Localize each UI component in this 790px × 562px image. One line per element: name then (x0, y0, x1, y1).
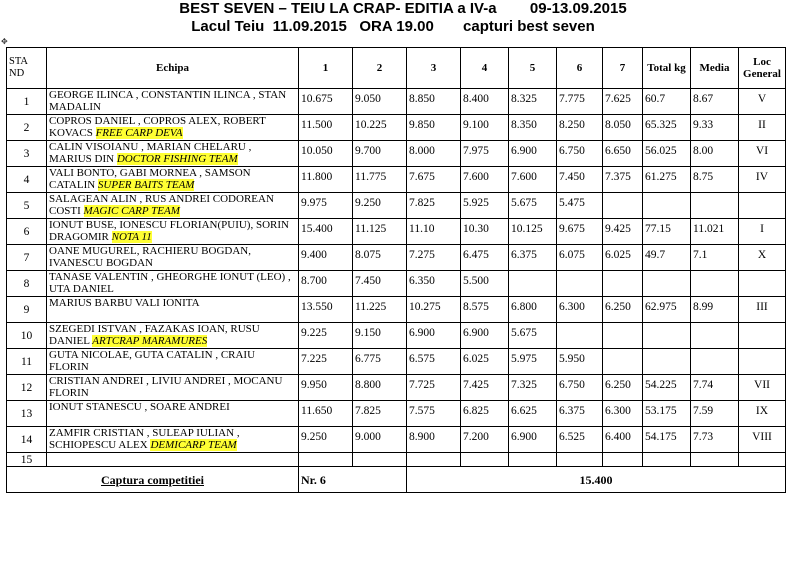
table-row (7, 323, 786, 349)
total-cell: 56.025 (643, 141, 691, 167)
team-members: TANASE VALENTIN , GHEORGHE IONUT (LEO) , UTA DANIEL (49, 271, 291, 295)
team-cell (47, 245, 299, 271)
loc-cell (739, 349, 786, 375)
total-cell: 65.325 (643, 115, 691, 141)
round-7-cell (603, 453, 643, 467)
round-5-cell: 6.625 (509, 401, 557, 427)
round-4-cell (461, 453, 509, 467)
round-2-cell: 8.800 (353, 375, 407, 401)
round-6-cell (557, 323, 603, 349)
loc-cell: II (739, 115, 786, 141)
loc-cell: IV (739, 167, 786, 193)
team-members: OANE MUGUREL, RACHIERU BOGDAN, IVANESCU BOGDAN (49, 245, 251, 269)
team-members: GEORGE ILINCA , CONSTANTIN ILINCA , STAN MADALIN (49, 89, 287, 113)
round-1-cell: 9.250 (299, 427, 353, 453)
round-5-cell: 6.900 (509, 141, 557, 167)
round-3-cell: 6.350 (407, 271, 461, 297)
round-4-cell: 10.30 (461, 219, 509, 245)
round-7-cell: 6.025 (603, 245, 643, 271)
team-members: MARIUS BARBU VALI IONITA (49, 297, 200, 309)
loc-cell (739, 271, 786, 297)
round-3-cell: 7.575 (407, 401, 461, 427)
round-2-cell: 9.700 (353, 141, 407, 167)
round-5-cell (509, 271, 557, 297)
media-cell: 11.021 (691, 219, 739, 245)
team-cell (47, 375, 299, 401)
round-5-cell: 5.675 (509, 193, 557, 219)
col-r4: 4 (461, 48, 509, 89)
media-cell: 9.33 (691, 115, 739, 141)
team-cell (47, 167, 299, 193)
media-cell: 7.73 (691, 427, 739, 453)
footer-value: 15.400 (407, 467, 786, 493)
round-1-cell: 9.950 (299, 375, 353, 401)
total-cell: 53.175 (643, 401, 691, 427)
round-5-cell: 10.125 (509, 219, 557, 245)
title-main: BEST SEVEN – TEIU LA CRAP- EDITIA a IV-a (179, 0, 497, 17)
club-name: NOTA 11 (111, 231, 152, 243)
round-7-cell: 6.650 (603, 141, 643, 167)
stand-cell: 1 (7, 89, 47, 115)
round-2-cell: 9.000 (353, 427, 407, 453)
round-1-cell: 10.675 (299, 89, 353, 115)
stand-cell: 10 (7, 323, 47, 349)
round-7-cell: 6.250 (603, 297, 643, 323)
team-cell (47, 323, 299, 349)
loc-cell (739, 193, 786, 219)
table-move-handle-icon[interactable]: ✥ (1, 37, 8, 46)
round-2-cell: 9.250 (353, 193, 407, 219)
round-3-cell: 8.850 (407, 89, 461, 115)
round-5-cell: 6.800 (509, 297, 557, 323)
club-name: SUPER BAITS TEAM (97, 179, 195, 191)
total-cell: 77.15 (643, 219, 691, 245)
round-7-cell: 7.625 (603, 89, 643, 115)
table-row (7, 271, 786, 297)
round-6-cell: 6.750 (557, 375, 603, 401)
round-3-cell: 9.850 (407, 115, 461, 141)
stand-cell: 3 (7, 141, 47, 167)
table-row (7, 219, 786, 245)
round-6-cell: 6.300 (557, 297, 603, 323)
round-6-cell: 9.675 (557, 219, 603, 245)
round-3-cell: 11.10 (407, 219, 461, 245)
round-4-cell: 7.425 (461, 375, 509, 401)
media-cell: 8.75 (691, 167, 739, 193)
media-cell: 7.74 (691, 375, 739, 401)
round-4-cell: 7.975 (461, 141, 509, 167)
club-name: MAGIC CARP TEAM (83, 205, 180, 217)
round-3-cell: 7.825 (407, 193, 461, 219)
table-row (7, 167, 786, 193)
round-7-cell: 7.375 (603, 167, 643, 193)
round-4-cell: 6.900 (461, 323, 509, 349)
round-4-cell: 6.475 (461, 245, 509, 271)
loc-cell: VIII (739, 427, 786, 453)
round-3-cell: 6.900 (407, 323, 461, 349)
round-2-cell: 7.450 (353, 271, 407, 297)
round-5-cell: 7.600 (509, 167, 557, 193)
stand-cell: 15 (7, 453, 47, 467)
stand-cell: 8 (7, 271, 47, 297)
team-cell (47, 193, 299, 219)
table-row (7, 297, 786, 323)
team-members: IONUT STANESCU , SOARE ANDREI (49, 401, 230, 413)
total-cell: 60.7 (643, 89, 691, 115)
stand-cell: 11 (7, 349, 47, 375)
stand-cell: 4 (7, 167, 47, 193)
round-2-cell: 11.775 (353, 167, 407, 193)
round-7-cell (603, 193, 643, 219)
team-cell (47, 297, 299, 323)
stand-cell: 2 (7, 115, 47, 141)
round-6-cell: 7.775 (557, 89, 603, 115)
stand-cell: 6 (7, 219, 47, 245)
team-cell (47, 219, 299, 245)
media-cell (691, 323, 739, 349)
table-row (7, 349, 786, 375)
round-4-cell: 6.025 (461, 349, 509, 375)
team-cell (47, 453, 299, 467)
club-name: FREE CARP DEVA (95, 127, 183, 139)
round-7-cell: 6.400 (603, 427, 643, 453)
total-cell: 54.225 (643, 375, 691, 401)
round-2-cell (353, 453, 407, 467)
round-1-cell: 8.700 (299, 271, 353, 297)
loc-cell (739, 453, 786, 467)
footer-label: Captura competitiei (101, 472, 204, 487)
round-6-cell: 8.250 (557, 115, 603, 141)
total-cell (643, 323, 691, 349)
round-5-cell: 6.900 (509, 427, 557, 453)
media-cell (691, 271, 739, 297)
page-title (8, 0, 790, 17)
round-1-cell: 11.500 (299, 115, 353, 141)
round-3-cell: 7.675 (407, 167, 461, 193)
round-2-cell: 6.775 (353, 349, 407, 375)
round-1-cell: 9.975 (299, 193, 353, 219)
results-table (6, 47, 786, 493)
round-5-cell: 7.325 (509, 375, 557, 401)
col-total: Total kg (643, 48, 691, 89)
round-3-cell: 10.275 (407, 297, 461, 323)
round-7-cell: 6.250 (603, 375, 643, 401)
round-7-cell (603, 271, 643, 297)
round-6-cell: 5.475 (557, 193, 603, 219)
table-row (7, 401, 786, 427)
round-7-cell: 9.425 (603, 219, 643, 245)
club-name: DEMICARP TEAM (150, 439, 237, 451)
stand-cell: 13 (7, 401, 47, 427)
round-6-cell: 6.750 (557, 141, 603, 167)
loc-cell (739, 323, 786, 349)
round-6-cell (557, 453, 603, 467)
round-7-cell: 8.050 (603, 115, 643, 141)
round-1-cell: 15.400 (299, 219, 353, 245)
round-7-cell: 6.300 (603, 401, 643, 427)
round-4-cell: 5.925 (461, 193, 509, 219)
round-2-cell: 7.825 (353, 401, 407, 427)
team-members: CALIN VISOIANU , MARIAN CHELARU , MARIUS DIN (49, 141, 252, 165)
table-row (7, 245, 786, 271)
subtitle-right: capturi best seven (463, 18, 595, 35)
team-members: VALI BONTO, GABI MORNEA , SAMSON CATALIN (49, 167, 251, 191)
footer-nr: Nr. 6 (299, 467, 407, 493)
round-2-cell: 11.225 (353, 297, 407, 323)
round-2-cell: 11.125 (353, 219, 407, 245)
col-r7: 7 (603, 48, 643, 89)
media-cell: 8.67 (691, 89, 739, 115)
total-cell: 54.175 (643, 427, 691, 453)
loc-cell: I (739, 219, 786, 245)
loc-cell: V (739, 89, 786, 115)
col-r3: 3 (407, 48, 461, 89)
total-cell (643, 453, 691, 467)
round-6-cell: 6.075 (557, 245, 603, 271)
table-row (7, 141, 786, 167)
table-header-row (7, 48, 786, 89)
round-4-cell: 8.400 (461, 89, 509, 115)
round-3-cell: 7.275 (407, 245, 461, 271)
table-row (7, 427, 786, 453)
loc-cell: VI (739, 141, 786, 167)
col-loc: Loc General (739, 48, 786, 89)
team-members: IONUT BUSE, IONESCU FLORIAN(PUIU), SORIN DRAGOMIR (49, 219, 289, 243)
total-cell: 62.975 (643, 297, 691, 323)
team-members: CRISTIAN ANDREI , LIVIU ANDREI , MOCANU FLORIN (49, 375, 283, 399)
team-cell (47, 115, 299, 141)
table-row (7, 193, 786, 219)
round-3-cell (407, 453, 461, 467)
total-cell: 61.275 (643, 167, 691, 193)
round-2-cell: 9.150 (353, 323, 407, 349)
loc-cell: X (739, 245, 786, 271)
round-7-cell (603, 323, 643, 349)
club-name: ARTCRAP MARAMURES (92, 335, 208, 347)
col-media: Media (691, 48, 739, 89)
media-cell (691, 349, 739, 375)
team-cell (47, 141, 299, 167)
team-cell (47, 427, 299, 453)
round-6-cell: 6.525 (557, 427, 603, 453)
team-members: ZAMFIR CRISTIAN , SULEAP IULIAN , SCHIOPESCU ALEX (49, 427, 240, 451)
team-cell (47, 271, 299, 297)
subtitle-lake: Lacul Teiu 11.09.2015 ORA 19.00 (191, 18, 434, 35)
round-3-cell: 7.725 (407, 375, 461, 401)
club-name: DOCTOR FISHING TEAM (116, 153, 238, 165)
round-4-cell: 9.100 (461, 115, 509, 141)
loc-cell: IX (739, 401, 786, 427)
round-5-cell: 8.350 (509, 115, 557, 141)
round-1-cell: 9.225 (299, 323, 353, 349)
stand-cell: 9 (7, 297, 47, 323)
round-5-cell: 8.325 (509, 89, 557, 115)
media-cell: 8.00 (691, 141, 739, 167)
team-members: COPROS DANIEL , COPROS ALEX, ROBERT KOVACS (49, 115, 266, 139)
total-cell (643, 271, 691, 297)
title-dates: 09-13.09.2015 (529, 0, 627, 17)
round-3-cell: 8.900 (407, 427, 461, 453)
round-2-cell: 10.225 (353, 115, 407, 141)
loc-cell: III (739, 297, 786, 323)
col-r2: 2 (353, 48, 407, 89)
col-team: Echipa (47, 48, 299, 89)
loc-cell: VII (739, 375, 786, 401)
media-cell: 7.1 (691, 245, 739, 271)
team-cell (47, 349, 299, 375)
team-cell (47, 401, 299, 427)
stand-cell: 12 (7, 375, 47, 401)
total-cell (643, 193, 691, 219)
round-6-cell: 7.450 (557, 167, 603, 193)
col-r6: 6 (557, 48, 603, 89)
media-cell: 7.59 (691, 401, 739, 427)
round-7-cell (603, 349, 643, 375)
round-2-cell: 8.075 (353, 245, 407, 271)
footer-row (7, 467, 786, 493)
round-4-cell: 6.825 (461, 401, 509, 427)
stand-cell: 5 (7, 193, 47, 219)
team-members: SZEGEDI ISTVAN , FAZAKAS IOAN, RUSU DANIEL (49, 323, 260, 347)
col-stand: STA ND (7, 48, 47, 89)
media-cell (691, 453, 739, 467)
round-5-cell (509, 453, 557, 467)
round-2-cell: 9.050 (353, 89, 407, 115)
team-cell (47, 89, 299, 115)
media-cell (691, 193, 739, 219)
table-row (7, 375, 786, 401)
team-members: GUTA NICOLAE, GUTA CATALIN , CRAIU FLORIN (49, 349, 256, 373)
round-3-cell: 6.575 (407, 349, 461, 375)
stand-cell: 14 (7, 427, 47, 453)
total-cell: 49.7 (643, 245, 691, 271)
round-4-cell: 8.575 (461, 297, 509, 323)
table-row (7, 115, 786, 141)
stand-cell: 7 (7, 245, 47, 271)
col-r5: 5 (509, 48, 557, 89)
round-1-cell (299, 453, 353, 467)
page-subtitle (0, 18, 788, 35)
total-cell (643, 349, 691, 375)
round-6-cell: 5.950 (557, 349, 603, 375)
round-1-cell: 9.400 (299, 245, 353, 271)
round-6-cell (557, 271, 603, 297)
media-cell: 8.99 (691, 297, 739, 323)
round-5-cell: 6.375 (509, 245, 557, 271)
round-1-cell: 10.050 (299, 141, 353, 167)
team-members: SALAGEAN ALIN , RUS ANDREI CODOREAN COSTI (49, 193, 274, 217)
round-4-cell: 7.200 (461, 427, 509, 453)
round-1-cell: 11.800 (299, 167, 353, 193)
round-4-cell: 7.600 (461, 167, 509, 193)
round-1-cell: 13.550 (299, 297, 353, 323)
round-1-cell: 11.650 (299, 401, 353, 427)
round-6-cell: 6.375 (557, 401, 603, 427)
round-1-cell: 7.225 (299, 349, 353, 375)
table-row (7, 453, 786, 467)
round-4-cell: 5.500 (461, 271, 509, 297)
col-r1: 1 (299, 48, 353, 89)
round-5-cell: 5.675 (509, 323, 557, 349)
round-5-cell: 5.975 (509, 349, 557, 375)
round-3-cell: 8.000 (407, 141, 461, 167)
table-row (7, 89, 786, 115)
